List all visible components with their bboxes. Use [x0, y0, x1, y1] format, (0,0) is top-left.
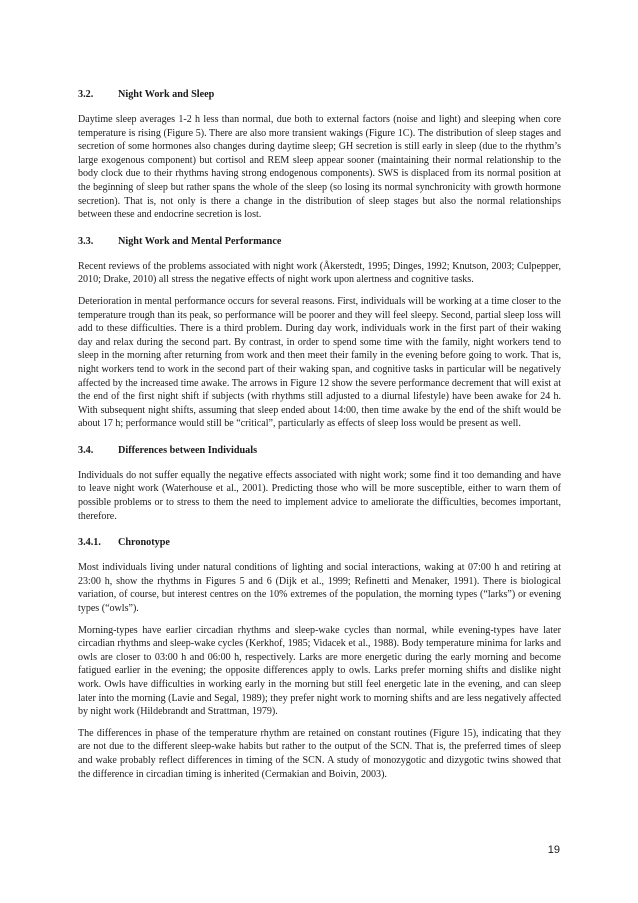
section-number: 3.4.	[78, 444, 94, 456]
section-title: Differences between Individuals	[118, 444, 258, 456]
page-content	[78, 88, 561, 781]
section-title: Night Work and Mental Performance	[118, 235, 282, 247]
section-number: 3.3.	[78, 235, 94, 247]
section-heading-3-3	[78, 235, 561, 249]
page-number: 19	[547, 844, 560, 856]
paragraph: Most individuals living under natural conditions of lighting and social interactions, waking at 07:00 h and retiring at 23:00 h, show the rhythms in Figures 5 and 6 (Dijk et al., 1999; Refinetti and Menaker, 1991). There is biological variation, of course, but interest centres on the 10% extremes of the population, the morning types (“larks”) or evening types (“owls”).	[78, 562, 561, 615]
section-number: 3.4.1.	[78, 537, 101, 549]
paragraph: Deterioration in mental performance occurs for several reasons. First, individuals will be working at a time closer to the temperature trough than its peak, so performance will be poorer and they will feel sleepy. Second, partial sleep loss will add to these difficulties. There is a third problem. During day work, individuals work in the first part of their waking day and relax during the second part. By contrast, in order to spend some time with the family, night workers tend to sleep in the morning after returning from work and then meet their family in the evening before going to work. That is, night workers tend to work in the second part of their waking span, and cognitive tasks in particular will be negatively affected by the increased time awake. The arrows in Figure 12 show the severe performance decrement that will exist at the end of the first night shift if subjects (with rhythms still adjusted to a diurnal lifestyle) have been awake for 24 h. With subsequent night shifts, assuming that sleep ended about 14:00, then time awake by the end of the shift would be about 17 h; performance would still be “critical”, particularly as effects of sleep loss would be present as well.	[78, 295, 561, 430]
section-heading-3-4	[78, 444, 561, 458]
section-title: Chronotype	[118, 537, 170, 549]
paragraph: Morning-types have earlier circadian rhythms and sleep-wake cycles than normal, while evening-types have later circadian rhythms and sleep-wake cycles (Kerkhof, 1985; Vidacek et al., 1988). Body temperature minima for larks and owls are closer to 03:00 h and 06:00 h, respectively. Larks are more energetic during the early morning and become fatigued earlier in the evening; the opposite differences apply to owls. Larks prefer morning shifts and dislike night work. Owls have difficulties in working early in the morning but still feel energetic late in the evening, and can sleep later into the morning (Lavie and Segal, 1989); they prefer night work to morning shifts and are less negatively affected by night work (Hildebrandt and Strattman, 1979).	[78, 624, 561, 718]
section-number: 3.2.	[78, 89, 94, 100]
section-heading-3-2	[78, 88, 561, 102]
section-title: Night Work and Sleep	[118, 89, 215, 100]
paragraph: Individuals do not suffer equally the negative effects associated with night work; some find it too demanding and have to leave night work (Waterhouse et al., 2001). Predicting those who will be more susceptible, either to warn them of possible problems or to stress to them the need to implement advice to ameliorate the difficulties, becomes important, therefore.	[78, 469, 561, 522]
section-heading-3-4-1	[78, 536, 561, 550]
paragraph: Daytime sleep averages 1-2 h less than normal, due both to external factors (noise and light) and sleeping when core temperature is rising (Figure 5). There are also more transient wakings (Figure 1C). The distribution of sleep stages and secretion of some hormones also changes during daytime sleep; GH secretion is still early in sleep (due to the rhythm’s large exogenous component) but cortisol and REM sleep appear sooner (maintaining their normal relationship to the body clock due to their rhythms having strong endogenous components). SWS is displaced from its normal position at the beginning of sleep but rather spans the whole of the sleep (so losing its normal synchronicity with growth hormone secretion). That is, not only is there a change in the distribution of sleep stages but also the normal relationships between these and endocrine secretion is lost.	[78, 114, 561, 221]
paragraph: The differences in phase of the temperature rhythm are retained on constant routines (Figure 15), indicating that they are not due to the different sleep-wake habits but rather to the output of the SCN. That is, the preferred times of sleep and wake probably reflect differences in timing of the SCN. A study of monozygotic and dizygotic twins showed that the difference in circadian timing is inherited (Cermakian and Boivin, 2003).	[78, 727, 561, 780]
paragraph: Recent reviews of the problems associated with night work (Åkerstedt, 1995; Dinges, 1992; Knutson, 2003; Culpepper, 2010; Drake, 2010) all stress the negative effects of night work upon alertness and cognitive tasks.	[78, 260, 561, 286]
